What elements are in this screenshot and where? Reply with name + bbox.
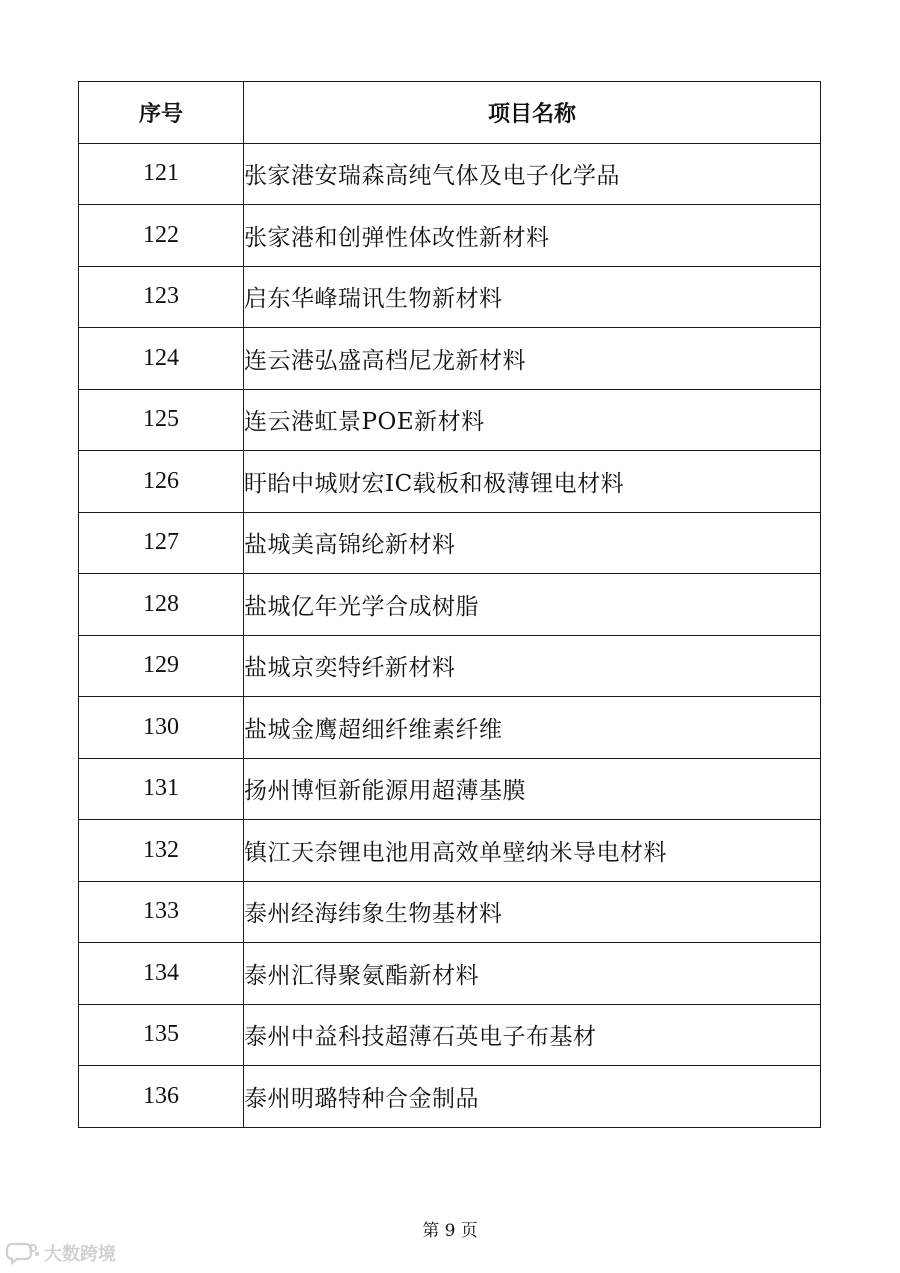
table-row [79, 881, 821, 943]
table-row [79, 697, 821, 759]
row-number: 123 [79, 266, 244, 328]
table-header-row [79, 82, 821, 144]
table-row [79, 328, 821, 390]
row-number: 122 [79, 205, 244, 267]
row-number: 135 [79, 1004, 244, 1066]
table-row [79, 820, 821, 882]
header-number: 序号 [79, 82, 244, 144]
row-project-name: 镇江天奈锂电池用高效单壁纳米导电材料 [244, 820, 821, 882]
row-number: 130 [79, 697, 244, 759]
table-row [79, 512, 821, 574]
row-number: 128 [79, 574, 244, 636]
row-project-name: 泰州汇得聚氨酯新材料 [244, 943, 821, 1005]
row-project-name: 盐城美高锦纶新材料 [244, 512, 821, 574]
row-project-name: 张家港和创弹性体改性新材料 [244, 205, 821, 267]
row-number: 124 [79, 328, 244, 390]
row-project-name: 启东华峰瑞讯生物新材料 [244, 266, 821, 328]
header-name: 项目名称 [244, 82, 821, 144]
row-project-name: 连云港弘盛高档尼龙新材料 [244, 328, 821, 390]
table-row [79, 266, 821, 328]
page-number: 第 9 页 [422, 1221, 478, 1241]
watermark-text: 大数跨境 [44, 1244, 116, 1265]
row-number: 125 [79, 389, 244, 451]
row-project-name: 扬州博恒新能源用超薄基膜 [244, 758, 821, 820]
row-project-name: 盱眙中城财宏IC载板和极薄锂电材料 [244, 451, 821, 513]
row-project-name: 盐城京奕特纤新材料 [244, 635, 821, 697]
row-number: 132 [79, 820, 244, 882]
watermark [6, 1240, 116, 1266]
project-table [78, 81, 821, 1128]
chat-bubble-icon [6, 1241, 40, 1265]
row-project-name: 泰州明璐特种合金制品 [244, 1066, 821, 1128]
row-number: 136 [79, 1066, 244, 1128]
table-row [79, 1066, 821, 1128]
row-number: 133 [79, 881, 244, 943]
row-number: 121 [79, 143, 244, 205]
row-project-name: 盐城亿年光学合成树脂 [244, 574, 821, 636]
table-row [79, 389, 821, 451]
table-row [79, 635, 821, 697]
row-number: 126 [79, 451, 244, 513]
row-number: 131 [79, 758, 244, 820]
table-row [79, 143, 821, 205]
row-project-name: 泰州中益科技超薄石英电子布基材 [244, 1004, 821, 1066]
table-row [79, 758, 821, 820]
row-number: 134 [79, 943, 244, 1005]
table-row [79, 943, 821, 1005]
row-project-name: 泰州经海纬象生物基材料 [244, 881, 821, 943]
row-number: 129 [79, 635, 244, 697]
table-row [79, 1004, 821, 1066]
row-number: 127 [79, 512, 244, 574]
row-project-name: 连云港虹景POE新材料 [244, 389, 821, 451]
row-project-name: 盐城金鹰超细纤维素纤维 [244, 697, 821, 759]
table-row [79, 205, 821, 267]
table-row [79, 574, 821, 636]
table-row [79, 451, 821, 513]
row-project-name: 张家港安瑞森高纯气体及电子化学品 [244, 143, 821, 205]
